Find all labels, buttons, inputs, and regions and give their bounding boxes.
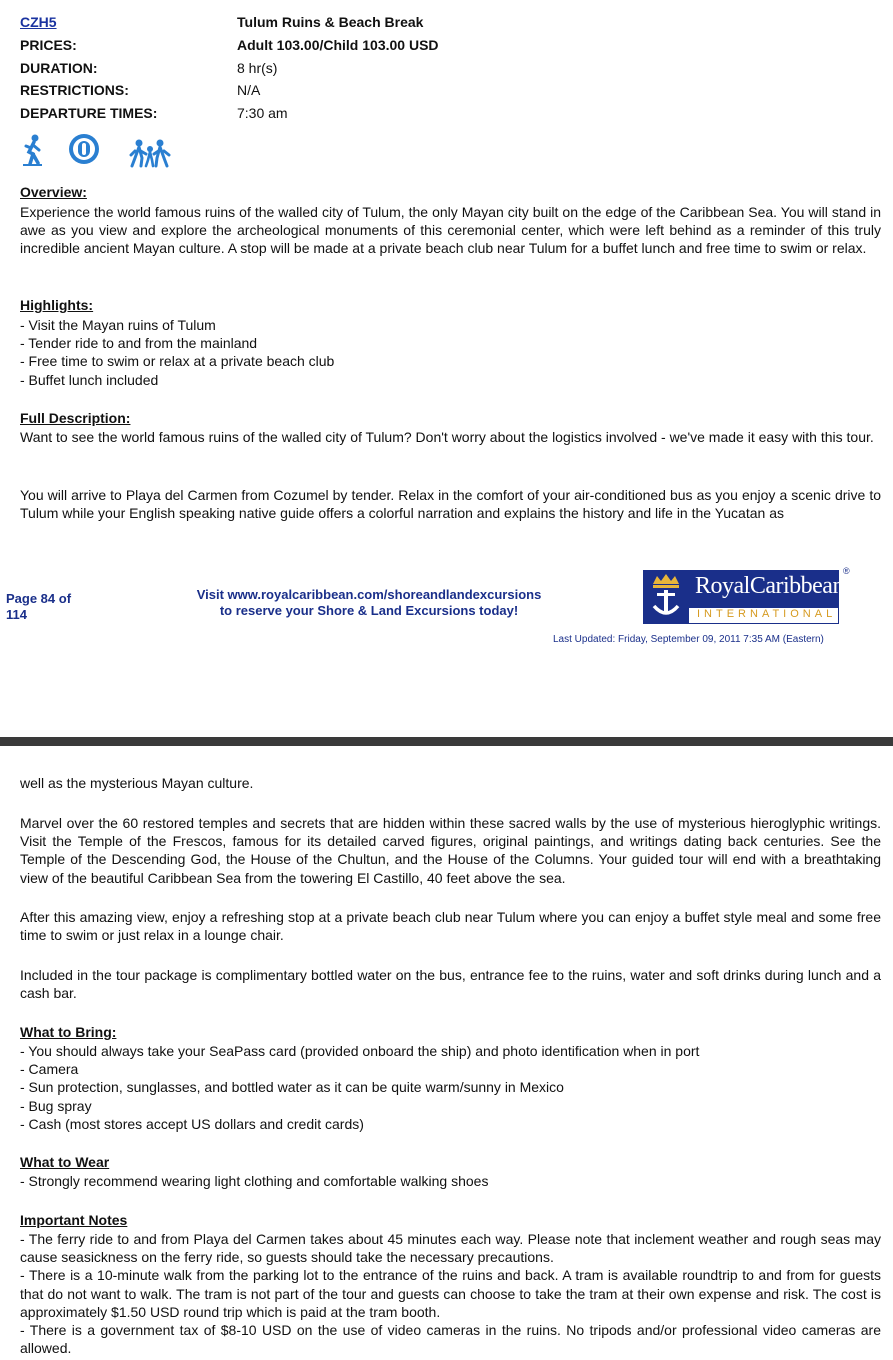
prices-label: PRICES: <box>20 37 77 53</box>
list-item: - There is a 10-minute walk from the parking lot to the entrance of the ruins and back. A tram is available roundtrip to and from for guests that do not want to walk. The tram is not part of the tour and guests can choose to take the tram at their own expense and risk. The cost is approximately $1.50 USD round trip which is paid at the tram booth. <box>20 1267 881 1320</box>
restrictions-label: RESTRICTIONS: <box>20 82 129 98</box>
registered-mark: ® <box>843 566 850 576</box>
visit-line2: to reserve your Shore & Land Excursions today! <box>219 603 519 618</box>
visit-line1[interactable]: Visit www.royalcaribbean.com/shoreandlandexcursions <box>196 587 542 602</box>
last-updated: Last Updated: Friday, September 09, 2011 7:35 AM (Eastern) <box>553 634 824 645</box>
visit-link[interactable] <box>159 587 579 619</box>
swimming-icon <box>67 132 101 166</box>
logo-sub: INTERNATIONAL <box>697 608 837 620</box>
full-description-p3: Marvel over the 60 restored temples and secrets that are hidden within these sacred walls by the use of mysterious hieroglyphic writings. Visit the Temple of the Frescos, famous for its detailed carved figures, original paintings, and writings dating back centuries. See the Temple of the Descending God, the House of the Chultun, and the House of the Columns. Your guided tour will end with a breathtaking view of the beautiful Caribbean Sea from the towering El Castillo, 40 feet above the sea. <box>20 815 881 886</box>
what-to-wear-heading: What to Wear <box>20 1154 110 1170</box>
excursion-title: Tulum Ruins & Beach Break <box>237 14 424 30</box>
restrictions-value: N/A <box>237 82 261 98</box>
full-description-heading: Full Description: <box>20 410 131 426</box>
what-to-bring-list <box>20 1042 699 1133</box>
important-notes-list <box>20 1230 881 1357</box>
highlights-list <box>20 316 334 389</box>
list-item: - Tender ride to and from the mainland <box>20 335 258 352</box>
highlights-heading: Highlights: <box>20 297 94 313</box>
what-to-wear-list <box>20 1172 488 1190</box>
overview-text: Experience the world famous ruins of the walled city of Tulum, the only Mayan city built on the edge of the Caribbean Sea. You will stand in awe as you view and explore the archeological monuments of this ceremonial center, which were left behind as a reminder of this truly incredible ancient Mayan culture. A stop will be made at a private beach club near Tulum for a buffet lunch and free time to swim or relax. <box>20 204 881 257</box>
family-icon <box>129 138 171 168</box>
list-item: - Buffet lunch included <box>20 371 159 388</box>
overview-heading: Overview: <box>20 184 87 200</box>
full-description-p2a: You will arrive to Playa del Carmen from Cozumel by tender. Relax in the comfort of your air-conditioned bus as you enjoy a scenic drive to Tulum while your English speaking native guide offers a colorful narration and explains the history and life in the Yucatan as <box>20 487 881 522</box>
list-item: - Sun protection, sunglasses, and bottled water as it can be quite warm/sunny in Mexico <box>20 1079 564 1096</box>
important-notes-heading: Important Notes <box>20 1212 128 1228</box>
walking-icon <box>20 133 46 167</box>
departure-value: 7:30 am <box>237 105 288 121</box>
full-description-p1: Want to see the world famous ruins of the walled city of Tulum? Don't worry about the logistics involved - we've made it easy with this tour. <box>20 429 874 445</box>
duration-value: 8 hr(s) <box>237 60 278 76</box>
prices-value: Adult 103.00/Child 103.00 USD <box>237 37 439 53</box>
page-number <box>6 591 71 623</box>
list-item: - You should always take your SeaPass card (provided onboard the ship) and photo identification when in port <box>20 1043 700 1059</box>
duration-label: DURATION: <box>20 60 98 76</box>
list-item: - Bug spray <box>20 1097 92 1114</box>
full-description-p4: After this amazing view, enjoy a refreshing stop at a private beach club near Tulum where you can enjoy a buffet style meal and some free time to swim or just relax in a lounge chair. <box>20 909 881 944</box>
list-item: - There is a government tax of $8-10 USD on the use of video cameras in the ruins. No tripods and/or professional video cameras are allowed. <box>20 1322 881 1357</box>
crown-anchor-icon <box>643 570 689 624</box>
list-item: - Camera <box>20 1061 79 1078</box>
page-divider <box>0 737 893 746</box>
list-item: - The ferry ride to and from Playa del Carmen takes about 45 minutes each way. Please note that inclement weather and rough seas may cause seasickness on the ferry ride, so guests should take the necessary precautions. <box>20 1231 881 1266</box>
list-item: - Visit the Mayan ruins of Tulum <box>20 317 216 333</box>
list-item: - Cash (most stores accept US dollars and credit cards) <box>20 1115 364 1132</box>
list-item: - Free time to swim or relax at a private beach club <box>20 353 335 370</box>
full-description-p2b: well as the mysterious Mayan culture. <box>20 775 254 791</box>
list-item: - Strongly recommend wearing light clothing and comfortable walking shoes <box>20 1173 489 1189</box>
full-description-p5: Included in the tour package is complimentary bottled water on the bus, entrance fee to the ruins, water and soft drinks during lunch and a cash bar. <box>20 967 881 1002</box>
page-number-line1: Page 84 of <box>6 591 72 606</box>
what-to-bring-heading: What to Bring: <box>20 1024 117 1040</box>
logo-name: RoyalCaribbean <box>695 573 844 599</box>
royal-caribbean-logo <box>643 570 844 624</box>
departure-label: DEPARTURE TIMES: <box>20 105 158 121</box>
excursion-code[interactable]: CZH5 <box>20 14 57 30</box>
page-number-line2: 114 <box>6 607 27 622</box>
